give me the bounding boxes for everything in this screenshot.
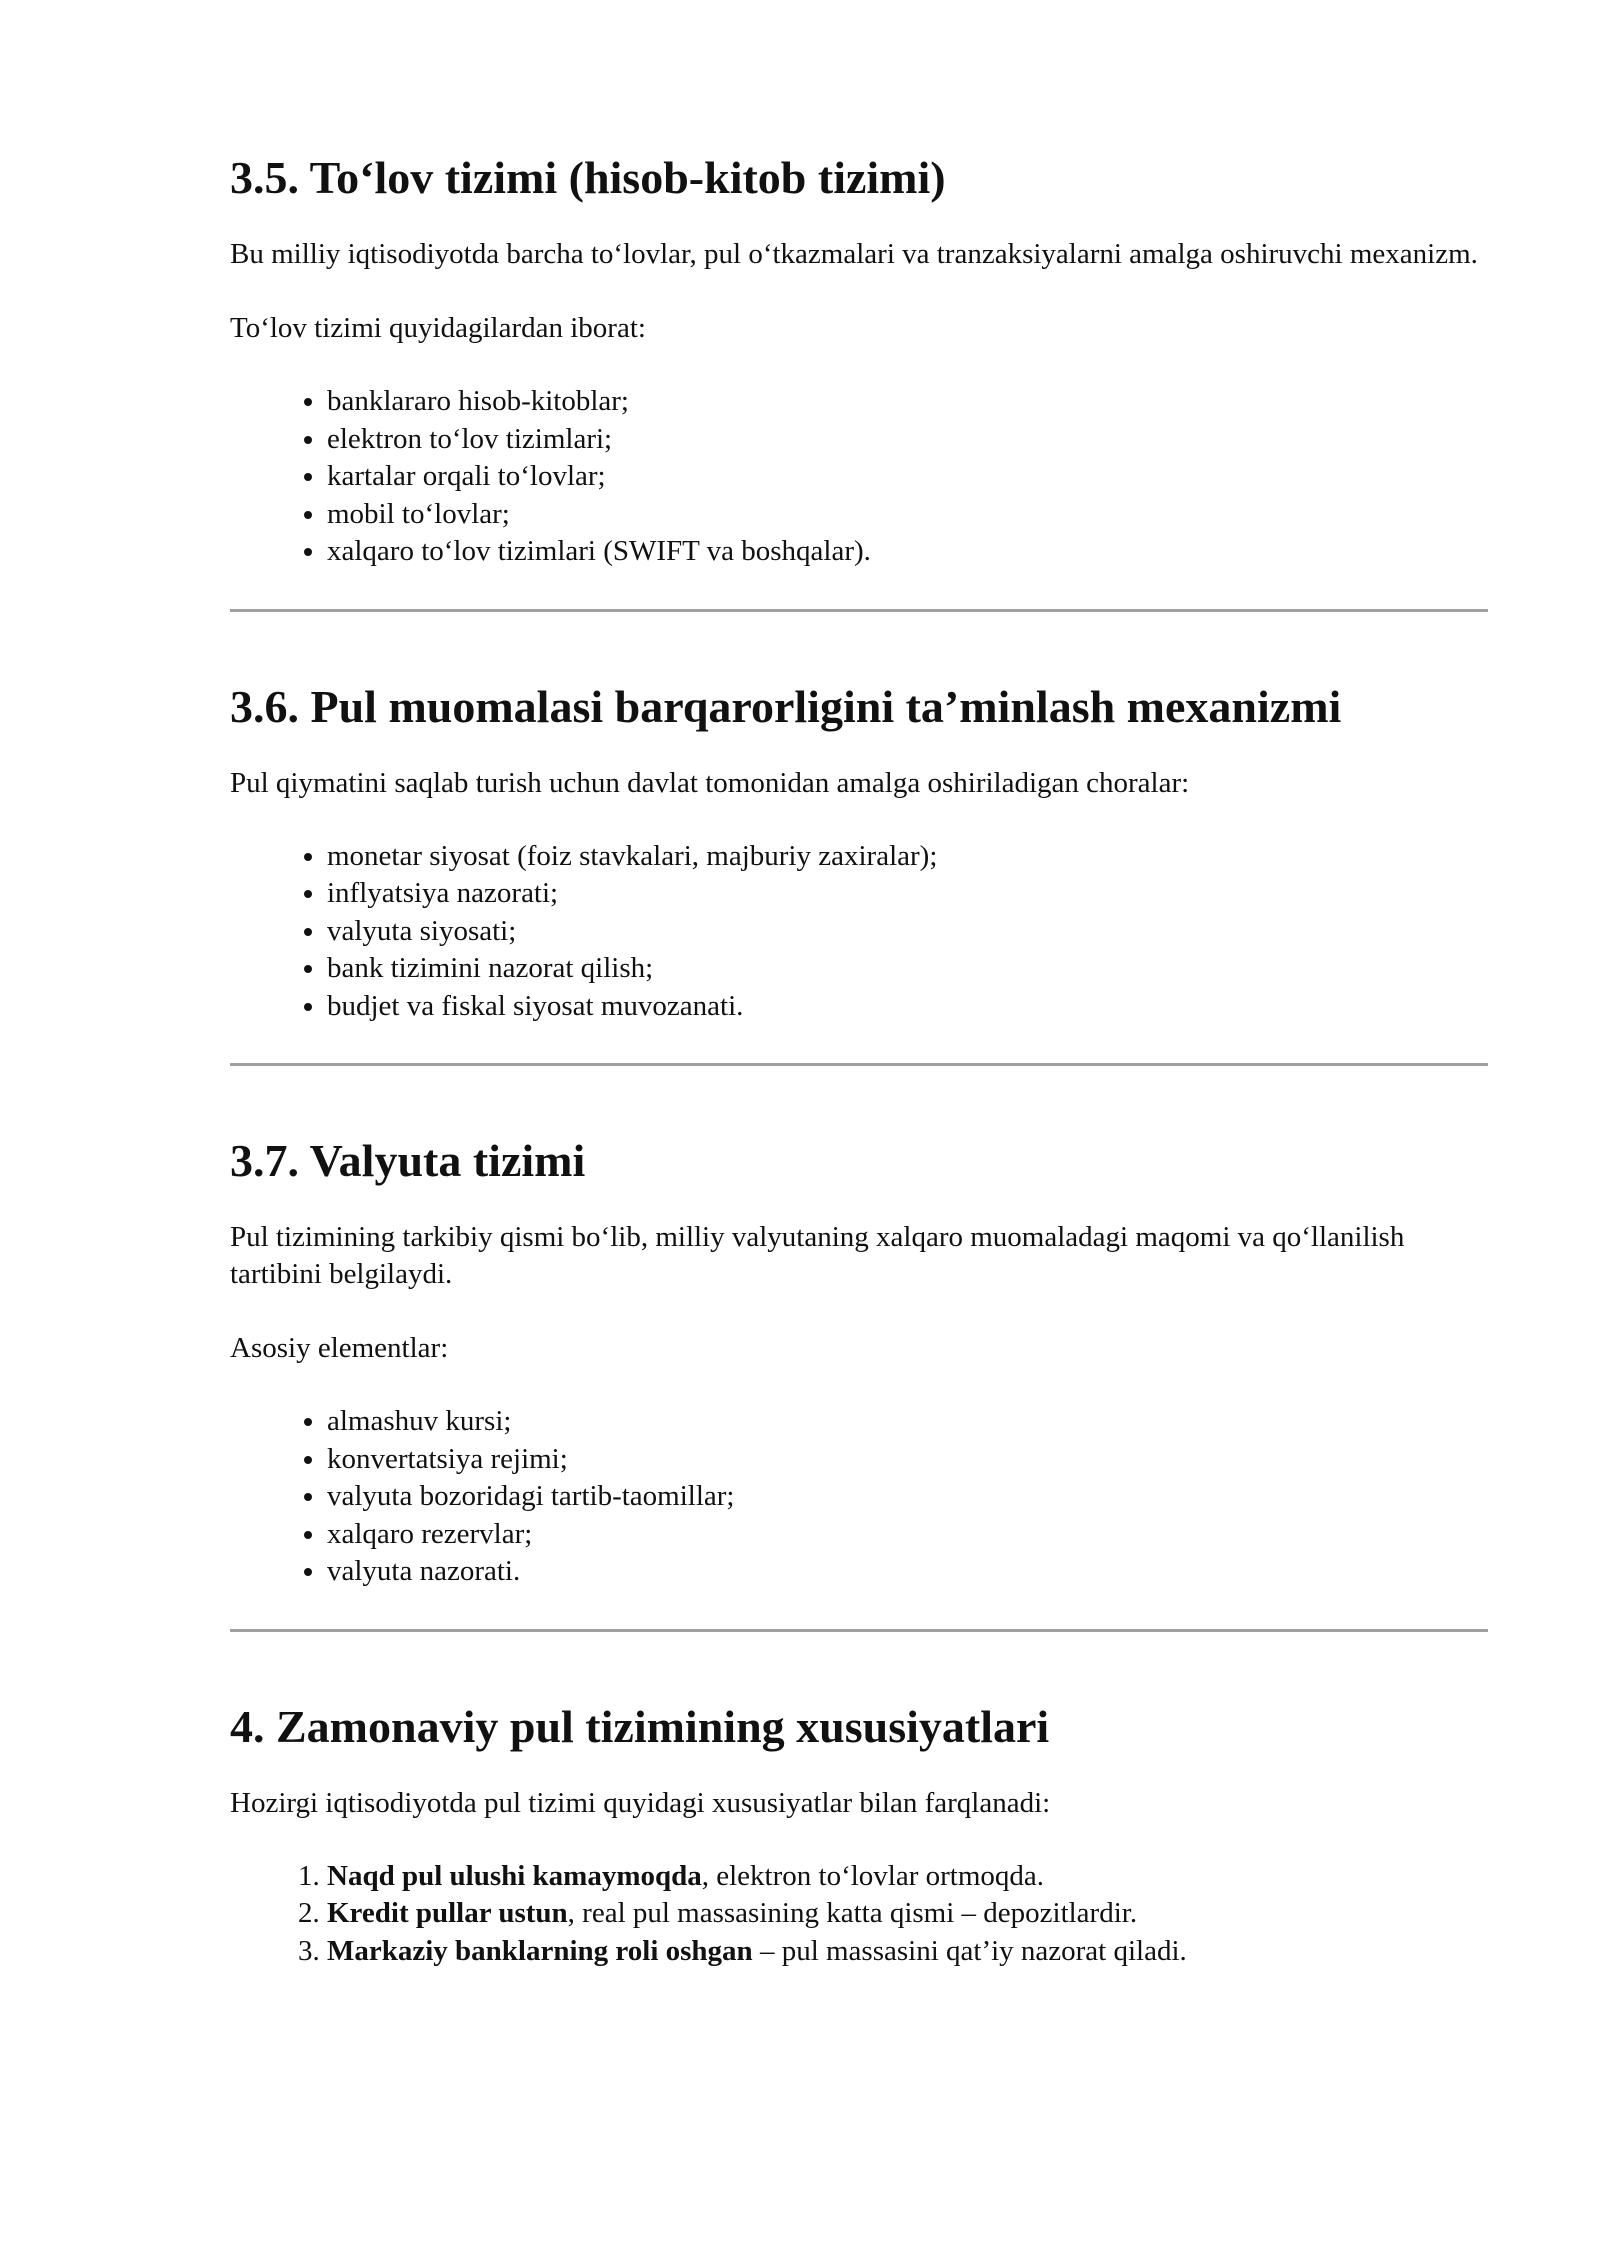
list-lead: To‘lov tizimi quyidagilardan iborat: <box>230 312 646 344</box>
section-3-7 <box>230 1133 1488 1632</box>
list-item: • banklararo hisob-kitoblar; <box>327 383 1488 421</box>
item-bold: Markaziy banklarning roli oshgan <box>327 1934 753 1967</box>
list-item: • kartalar orqali to‘lovlar; <box>327 458 1488 496</box>
item-bold: Kredit pullar ustun <box>327 1897 568 1929</box>
section-intro: Pul tizimining tarkibiy qismi bo‘lib, milliy valyutaning xalqaro muomaladagi maqomi va qo‘llanilish tartibini belgilaydi. <box>230 1221 1405 1290</box>
item-rest: – pul massasini qat’iy nazorat qiladi. <box>752 1934 1187 1967</box>
list-item: • valyuta nazorati. <box>327 1553 1488 1591</box>
list-item: • monetar siyosat (foiz stavkalari, majburiy zaxiralar); <box>327 838 1488 876</box>
bullet-list <box>230 383 1488 571</box>
list-item: • mobil to‘lovlar; <box>327 496 1488 534</box>
list-item: • bank tizimini nazorat qilish; <box>327 950 1488 988</box>
list-item: • konvertatsiya rejimi; <box>327 1441 1488 1479</box>
section-3-5 <box>230 150 1488 612</box>
list-item: • xalqaro rezervlar; <box>327 1516 1488 1554</box>
section-4 <box>230 1699 1488 1971</box>
bullet-list <box>230 838 1488 1026</box>
list-lead: Asosiy elementlar: <box>230 1332 449 1364</box>
section-heading: 3.6. Pul muomalasi barqarorligini ta’minlash mexanizmi <box>230 680 1342 732</box>
list-item <box>327 1895 1488 1933</box>
section-heading: 3.5. To‘lov tizimi (hisob-kitob tizimi) <box>230 152 946 203</box>
list-item <box>327 1933 1488 1971</box>
item-rest: , elektron to‘lovlar ortmoqda. <box>701 1859 1045 1892</box>
section-intro: Pul qiymatini saqlab turish uchun davlat tomonidan amalga oshiriladigan choralar: <box>230 766 1190 799</box>
numbered-list <box>230 1858 1488 1971</box>
item-bold: Naqd pul ulushi kamaymoqda <box>327 1859 702 1892</box>
section-intro: Bu milliy iqtisodiyotda barcha to‘lovlar, pul o‘tkazmalari va tranzaksiyalarni amalga oshiruvchi mexanizm. <box>230 238 1478 270</box>
section-intro: Hozirgi iqtisodiyotda pul tizimi quyidagi xususiyatlar bilan farqlanadi: <box>230 1786 1051 1819</box>
list-item: • elektron to‘lov tizimlari; <box>327 421 1488 459</box>
list-item: • almashuv kursi; <box>327 1403 1488 1441</box>
section-heading: 3.7. Valyuta tizimi <box>230 1135 586 1186</box>
list-item: • inflyatsiya nazorati; <box>327 875 1488 913</box>
list-item: • xalqaro to‘lov tizimlari (SWIFT va boshqalar). <box>327 533 1488 571</box>
list-item: • valyuta bozoridagi tartib-taomillar; <box>327 1478 1488 1516</box>
list-item <box>327 1858 1488 1896</box>
item-rest: , real pul massasining katta qismi – depozitlardir. <box>567 1897 1138 1929</box>
list-item: • valyuta siyosati; <box>327 913 1488 951</box>
bullet-list <box>230 1403 1488 1591</box>
section-heading: 4. Zamonaviy pul tizimining xususiyatlari <box>230 1700 1050 1752</box>
list-item: • budjet va fiskal siyosat muvozanati. <box>327 988 1488 1026</box>
section-3-6 <box>230 679 1488 1067</box>
